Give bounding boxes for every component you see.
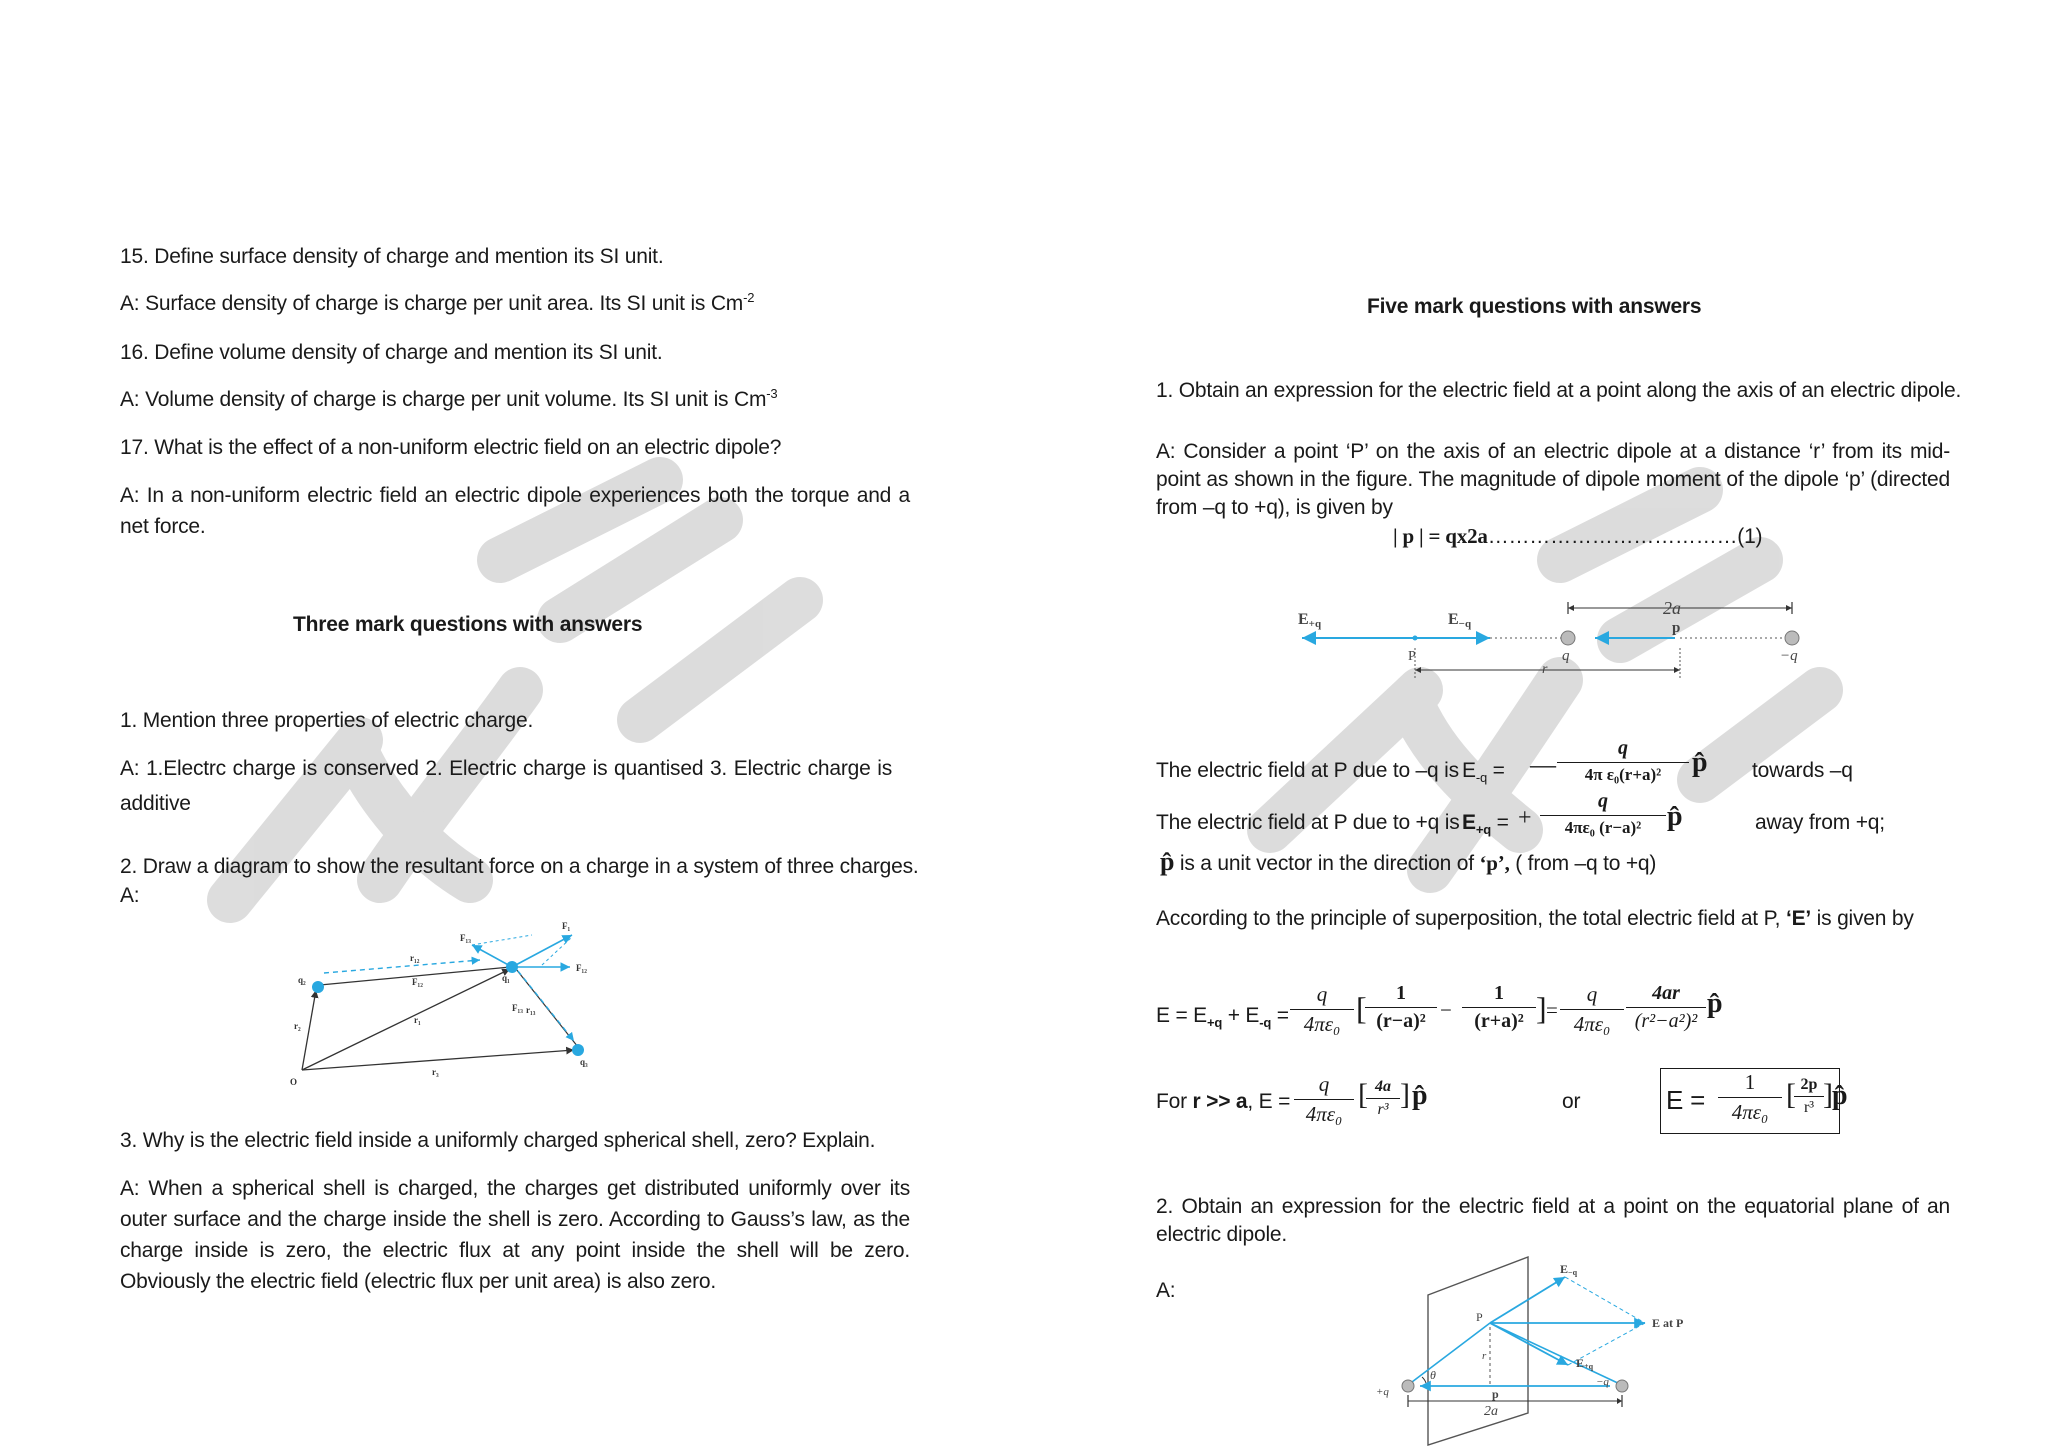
label-r2: r₂ — [294, 1021, 301, 1031]
total-prefactor — [1290, 982, 1354, 1037]
label-p-vector: p — [1672, 620, 1681, 636]
label-origin: O — [290, 1077, 298, 1087]
approx-term — [1366, 1078, 1400, 1119]
label-e-minus: E−q — [1560, 1262, 1578, 1277]
or-text: or — [1562, 1090, 1581, 1113]
label-f12: F₁₂ — [576, 963, 587, 973]
total-sub-plus: +q — [1206, 1015, 1223, 1031]
field-minus-fraction — [1557, 737, 1689, 785]
question-15: 15. Define surface density of charge and mention its SI unit. — [120, 245, 664, 268]
unit-vector-tail: ( from –q to +q) — [1509, 852, 1657, 875]
total-term2-den: (r+a)² — [1474, 1010, 1524, 1032]
unit-vector-symbol: p̂ — [1160, 847, 1175, 876]
label-f13: F₁₃ — [460, 933, 471, 943]
approx-prefactor-num: q — [1294, 1072, 1354, 1100]
dipole-moment-lhs: | p | = qx2a — [1393, 524, 1488, 548]
field-minus-sign: — — [1530, 750, 1556, 779]
r2-vector — [302, 990, 316, 1070]
label-r: r — [1542, 662, 1548, 677]
total-sub-minus: -q — [1259, 1015, 1272, 1031]
label-q1: q₁ — [502, 973, 510, 983]
axial-dipole-diagram — [1290, 598, 1830, 688]
equatorial-plane — [1428, 1257, 1528, 1445]
label-q-minus: −q — [1780, 648, 1798, 664]
label-two-a: 2a — [1484, 1404, 1498, 1419]
label-r13: r₁₃ — [526, 1005, 536, 1015]
field-minus-prefix: The electric field at P due to –q is — [1156, 759, 1459, 782]
charge-q2 — [312, 981, 324, 993]
total-equals: = — [1271, 1004, 1289, 1027]
charge-q3 — [572, 1044, 584, 1056]
dipole-moment-equation — [1393, 521, 1762, 552]
superposition-text: According to the principle of superposition, the total electric field at P, — [1156, 907, 1786, 930]
label-r12-vec: F₁₂ — [412, 977, 423, 987]
label-p-point: P — [1476, 1310, 1483, 1324]
theta-arc — [1422, 1377, 1426, 1383]
r12-vector — [324, 960, 480, 973]
point-p — [1413, 636, 1418, 641]
three-mark-question-1: 1. Mention three properties of electric charge. — [120, 709, 534, 732]
total-prefactor2-den: 4πε₀ — [1573, 1012, 1611, 1036]
unit-vector-line — [1160, 846, 1656, 879]
boxed-prefactor — [1718, 1070, 1782, 1125]
total-minus: − — [1440, 998, 1452, 1022]
total-close-bracket: ] — [1536, 990, 1547, 1026]
field-plus-fraction — [1540, 790, 1666, 838]
total-prefactor-2 — [1560, 982, 1624, 1037]
charge-minus-q — [1785, 631, 1799, 645]
field-minus-equals: = — [1486, 759, 1505, 782]
total-term1-num: 1 — [1365, 982, 1437, 1008]
answer-15-exponent: -2 — [743, 290, 755, 305]
field-plus-sub: +q — [1475, 822, 1491, 838]
field-plus-equals: = — [1490, 811, 1509, 834]
boxed-unit-vector: p̂ — [1832, 1080, 1848, 1111]
label-q-minus: −q — [1596, 1376, 1609, 1388]
total-e: E = E — [1156, 1004, 1207, 1027]
resultant-dash-top — [1565, 1277, 1645, 1323]
charge-plus-q — [1402, 1380, 1414, 1392]
label-r3: r₃ — [432, 1067, 439, 1077]
three-mark-question-3: 3. Why is the electric field inside a uniformly charged spherical shell, zero? Explain. — [120, 1129, 876, 1152]
field-plus-prefix: The electric field at P due to +q is — [1156, 811, 1460, 834]
approx-tail: , E = — [1247, 1090, 1291, 1113]
boxed-term — [1794, 1076, 1824, 1117]
label-p-vector: p — [1492, 1387, 1499, 1401]
label-r13-vec: F₁₃ — [512, 1003, 523, 1013]
total-unit-vector: p̂ — [1707, 988, 1723, 1019]
field-plus-e: E — [1462, 811, 1476, 834]
approx-term-num: 4a — [1366, 1078, 1400, 1099]
label-e-plus: E+q — [1576, 1356, 1594, 1371]
field-plus-denominator: 4πε₀ (r−a)² — [1564, 818, 1642, 837]
total-plus-e: + E — [1222, 1004, 1260, 1027]
answer-16 — [120, 384, 777, 415]
answer-16-text: A: Volume density of charge is charge per unit volume. Its SI unit is Cm — [120, 388, 767, 411]
total-term2 — [1462, 982, 1536, 1033]
three-mark-answer-2: A: — [120, 884, 140, 907]
five-mark-answer-2: A: — [1156, 1279, 1176, 1302]
label-r: r — [1482, 1350, 1487, 1362]
superposition-tail: is given by — [1811, 907, 1914, 930]
approx-prefix: For — [1156, 1090, 1193, 1113]
label-p-point: P — [1408, 649, 1416, 664]
field-plus-lhs — [1462, 807, 1509, 838]
total-term3 — [1626, 982, 1706, 1033]
label-q-plus: +q — [1376, 1386, 1389, 1398]
superposition-e: ‘E’ — [1785, 907, 1812, 930]
answer-15-text: A: Surface density of charge is charge per unit area. Its SI unit is Cm — [120, 292, 744, 315]
boxed-term-den: r³ — [1803, 1099, 1815, 1116]
label-q-plus: q — [1562, 648, 1570, 664]
equatorial-dipole-diagram — [1360, 1255, 1740, 1447]
label-e-plus: E+q — [1298, 611, 1322, 630]
question-17: 17. What is the effect of a non-uniform electric field on an electric dipole? — [120, 436, 782, 459]
field-minus-denominator: 4π ε₀(r+a)² — [1584, 765, 1662, 784]
unit-vector-p: ‘p’, — [1479, 851, 1510, 875]
approx-prefactor-den: 4πε₀ — [1305, 1102, 1343, 1126]
unit-vector-text: is a unit vector in the direction of — [1174, 852, 1480, 875]
boxed-close-bracket: ] — [1823, 1078, 1833, 1111]
label-e-at-p: E at P — [1652, 1316, 1684, 1330]
three-mark-heading: Three mark questions with answers — [293, 613, 643, 636]
three-mark-question-2: 2. Draw a diagram to show the resultant force on a charge in a system of three charges. — [120, 855, 919, 878]
approx-close-bracket: ] — [1400, 1078, 1410, 1111]
field-minus-direction: towards –q — [1752, 759, 1853, 782]
total-equals-2: = — [1546, 998, 1558, 1022]
field-plus-direction: away from +q; — [1755, 811, 1885, 834]
approx-term-den: r³ — [1377, 1101, 1389, 1118]
total-term3-num: 4ar — [1626, 982, 1706, 1008]
field-minus-sub: -q — [1475, 770, 1487, 786]
three-mark-answer-1-line2: additive — [120, 792, 191, 815]
field-minus-unit-vector: p̂ — [1692, 747, 1708, 778]
approx-condition: r >> a — [1192, 1090, 1248, 1113]
three-mark-answer-3: A: When a spherical shell is charged, the charges get distributed uniformly over its outer surface and the charge inside the shell is zero. According to Gauss’s law, as the charge inside is zero, the electric flux at any point inside the shell will be zero. Obviously the electric field (electric flux per unit area) is also zero. — [120, 1177, 910, 1293]
five-mark-question-1: 1. Obtain an expression for the electric field at a point along the axis of an electric dipole. — [1156, 379, 1962, 402]
total-field-lhs — [1156, 1000, 1289, 1031]
total-prefactor-num: q — [1290, 982, 1354, 1010]
three-charge-force-diagram — [280, 915, 630, 1095]
label-two-a: 2a — [1663, 598, 1681, 618]
field-plus-unit-vector: p̂ — [1667, 801, 1683, 832]
boxed-lhs: E = — [1666, 1085, 1706, 1115]
field-minus-lhs — [1462, 755, 1505, 786]
boxed-prefactor-num: 1 — [1718, 1070, 1782, 1098]
charge-plus-q — [1561, 631, 1575, 645]
f13-arrow — [472, 945, 512, 967]
total-open-bracket: [ — [1356, 990, 1367, 1026]
f1-arrow — [512, 935, 572, 967]
label-q3: q₃ — [580, 1057, 588, 1067]
parallelogram-top — [472, 935, 532, 945]
equation-number: ………………………………(1) — [1487, 525, 1763, 548]
label-r1: r₁ — [414, 1015, 421, 1025]
total-term3-den: (r²−a²)² — [1634, 1010, 1698, 1032]
boxed-open-bracket: [ — [1786, 1078, 1796, 1111]
label-f1: F₁ — [562, 921, 571, 931]
field-plus-sign: + — [1518, 805, 1532, 831]
charge-q1 — [506, 961, 518, 973]
approx-unit-vector: p̂ — [1412, 1080, 1428, 1111]
five-mark-heading: Five mark questions with answers — [1367, 295, 1702, 318]
answer-17: A: In a non-uniform electric field an electric dipole experiences both the torque and a net force. — [120, 484, 910, 538]
five-mark-answer-1: A: Consider a point ‘P’ on the axis of an electric dipole at a distance ‘r’ from its mid-point as shown in the figure. The magnitude of dipole moment of the dipole ‘p’ (directed from –q to +q), is given by — [1156, 440, 1950, 519]
question-16: 16. Define volume density of charge and mention its SI unit. — [120, 341, 663, 364]
e-plus-arrow — [1490, 1323, 1568, 1365]
label-r12: r₁₂ — [410, 953, 420, 963]
boxed-term-num: 2p — [1794, 1076, 1824, 1097]
charge-minus-q — [1616, 1380, 1628, 1392]
line-p-to-plus-q — [1408, 1323, 1490, 1385]
answer-16-exponent: -3 — [766, 386, 778, 401]
answer-15 — [120, 288, 754, 319]
approx-open-bracket: [ — [1358, 1078, 1368, 1111]
five-mark-question-2: 2. Obtain an expression for the electric field at a point on the equatorial plane of an electric dipole. — [1156, 1195, 1950, 1246]
total-prefactor-den: 4πε₀ — [1303, 1012, 1341, 1036]
field-plus-numerator: q — [1540, 790, 1666, 816]
label-theta: θ — [1430, 1368, 1436, 1382]
total-prefactor2-num: q — [1560, 982, 1624, 1010]
field-minus-numerator: q — [1557, 737, 1689, 763]
three-mark-answer-1-line1: A: 1.Electrc charge is conserved 2. Electric charge is quantised 3. Electric charge is — [120, 757, 892, 780]
parallelogram-side — [542, 937, 572, 965]
label-e-minus: E−q — [1448, 611, 1472, 630]
total-term1 — [1365, 982, 1437, 1033]
superposition-statement — [1156, 903, 1914, 934]
total-term1-den: (r−a)² — [1376, 1010, 1426, 1032]
approximation-lhs — [1156, 1086, 1290, 1117]
boxed-prefactor-den: 4πε₀ — [1731, 1100, 1769, 1124]
field-minus-e: E — [1462, 759, 1476, 782]
total-term2-num: 1 — [1462, 982, 1536, 1008]
label-q2: q₂ — [298, 975, 306, 985]
approx-prefactor — [1294, 1072, 1354, 1127]
